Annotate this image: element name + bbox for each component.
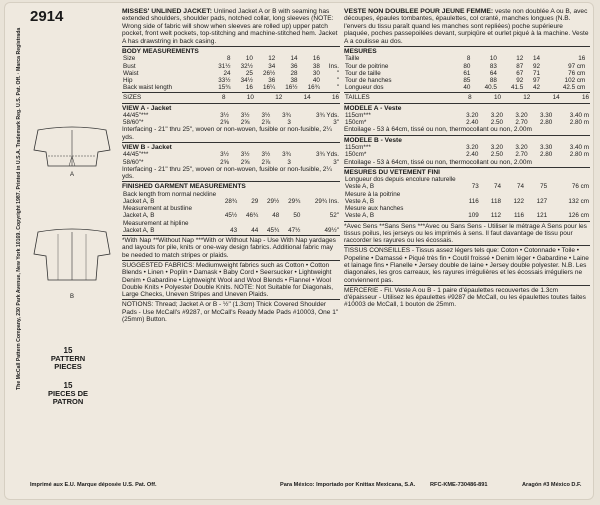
table-row (344, 183, 590, 190)
sizes-row-en (122, 94, 340, 101)
row-value: 73 (471, 183, 479, 191)
row-value: 2.40 (466, 119, 479, 127)
notions-en: NOTIONS: Thread; Jacket A or B - ½" (1.3cm) Thick Covered Shoulder Pads - Use McCall's #9287, or McCall's Ready Made Pads #10003, One 1" (25mm) Button. (122, 301, 339, 324)
row-value: 127 (536, 197, 548, 205)
row-value: 2.80 m (569, 119, 589, 127)
table-row (344, 144, 590, 151)
row-value: 29¾ Ins. (314, 198, 339, 206)
row-label: Tour de poitrine (345, 62, 389, 70)
row-label: 150cm* (345, 119, 367, 127)
row-value: 121 (536, 212, 548, 220)
row-value: 28 (290, 69, 298, 77)
description-fr-text: veste non doublée A ou B, avec découpes, épaules tombantes, épaulettes, col cranté, manches longues (N.B. l'envers du tissu paraît quand les manches sont repliées) poche supérieure plaquée, poches passepoilées devant, surpiqûre et ourlet piqué à la machine. Veste A a coulisse au dos. (344, 8, 589, 45)
row-value: 3¾ Yds. (316, 151, 339, 159)
view-a-yardage (122, 112, 340, 126)
row-label: Bust (123, 62, 136, 70)
description-fr-title: VESTE NON DOUBLEE POUR JEUNE FEMME: (344, 8, 494, 15)
row-value: 3¾ (282, 151, 291, 159)
row-value: 132 cm (568, 197, 589, 205)
tailles-row (344, 94, 590, 101)
row-value: 3.20 (515, 112, 528, 120)
table-row (344, 212, 590, 219)
row-value: 34½ (240, 77, 253, 85)
row-label: 44/45"*** (123, 112, 149, 120)
table-row (122, 159, 340, 166)
row-value (321, 55, 340, 62)
row-label: 58/60"* (123, 119, 144, 127)
row-value: 8 (468, 94, 472, 102)
row-value: 3.40 m (569, 144, 589, 152)
row-value: 40 (312, 77, 320, 85)
row-value: 29½ (267, 198, 280, 206)
row-value: 3.30 (539, 144, 553, 152)
view-b-interfacing: Interfacing - 21" thru 25", woven or non-woven, fusible or non-fusible, 2¼ yds. (122, 165, 332, 181)
row-label: Tour de taille (345, 69, 381, 77)
row-value: 3½ (261, 151, 271, 159)
row-value: 40.5 (484, 84, 497, 92)
row-value: 29¾ (288, 198, 301, 206)
mesures-header: MESURES (344, 48, 377, 56)
row-value: 2.50 (490, 151, 503, 159)
row-value: 16 (245, 84, 253, 92)
row-value: 3 (287, 119, 291, 127)
jacket-b-sketch (32, 224, 112, 284)
pieces-label-en: PATTERN PIECES (50, 354, 86, 371)
row-value: 45½ (224, 212, 238, 220)
pattern-envelope-back (4, 2, 594, 500)
table-row (122, 63, 340, 70)
row-label: Mesure aux hanches (345, 205, 404, 213)
row-value: 16 (581, 94, 589, 102)
row-value: 116 (514, 212, 525, 220)
row-label: Longueur dos (345, 84, 384, 92)
row-label: Back waist length (123, 84, 173, 92)
row-value: 16 (331, 94, 339, 102)
pattern-pieces-fr (48, 382, 88, 406)
row-value: 118 (490, 197, 501, 205)
notions-fr: MERCERIE - Fil. Veste A ou B - 1 paire d'épaulettes recouvertes de 1.3cm d'épaisseur - Utilisez les épaulettes #9287 de McCall, ou les épaulettes toutes faites #10003 de McCall, 1 bouton de 25mm. (344, 286, 586, 309)
modele-a-metrage (344, 112, 590, 126)
row-label: 44/45"*** (123, 151, 149, 159)
row-value: 16¾ (307, 84, 320, 92)
row-value: 12 (275, 94, 283, 102)
row-value: 38 (290, 77, 298, 85)
row-label: SIZES (123, 94, 142, 102)
description-en-title: MISSES' UNLINED JACKET: (122, 8, 212, 15)
row-value: 34 (268, 62, 276, 70)
row-label: Hip (123, 77, 133, 85)
row-value: 14 (532, 55, 540, 63)
row-value: 109 (468, 212, 479, 220)
row-value: 38 (312, 62, 320, 70)
row-value: 2.70 (515, 119, 528, 127)
row-value: 36 (290, 62, 298, 70)
row-value: 3.20 (466, 144, 479, 152)
row-value: 8 (227, 55, 231, 63)
row-label: 58/60"* (123, 158, 144, 166)
row-label: Veste A, B (345, 183, 375, 191)
row-value: 32½ (240, 62, 253, 70)
table-row (344, 94, 590, 101)
row-value: 102 cm (564, 77, 586, 85)
row-value: 75 (540, 183, 548, 191)
row-value: 31½ (218, 62, 231, 70)
row-value: 3½ (220, 112, 229, 120)
mesures-table (344, 55, 590, 91)
row-value: " (336, 77, 339, 85)
footer-right: Aragón #3 México D.F. (522, 482, 582, 488)
row-label: Waist (123, 69, 139, 77)
row-value: 10 (489, 55, 497, 63)
row-value: 64 (489, 69, 497, 77)
row-value: 3.20 (490, 144, 503, 152)
description-fr (344, 8, 590, 45)
row-value: 29 (251, 198, 259, 206)
pattern-pieces-en (48, 347, 88, 371)
row-label: Longueur dos depuis encolure naturelle (345, 176, 456, 184)
view-b-yardage (122, 151, 340, 165)
row-value (586, 55, 590, 62)
row-value: 15¾ (218, 84, 231, 92)
row-value: 41.5 (511, 84, 524, 92)
row-label: Size (123, 55, 136, 63)
row-value: 3" (333, 119, 339, 127)
modele-b-entoilage: Entoilage - 53 à 64cm, tissé ou non, thermocollant ou non, 2.00m (344, 158, 532, 166)
row-value: 3¾ Yds. (316, 112, 339, 120)
row-label: Measurement at hipline (123, 219, 189, 227)
table-row (344, 55, 590, 62)
finished-title: FINISHED GARMENT MEASUREMENTS (122, 183, 246, 191)
view-b-title: VIEW B - Jacket (122, 144, 172, 152)
row-value: 97 cm (568, 62, 586, 70)
row-value: 8 (466, 55, 471, 63)
row-label: Mesure à la poitrine (345, 190, 401, 198)
row-value: 45¾ (267, 226, 280, 234)
row-value: 92 (532, 62, 540, 70)
row-value: 3½ (261, 112, 271, 120)
row-value: 2⅝ (220, 119, 229, 127)
french-column (344, 8, 590, 309)
row-value: 52" (329, 212, 339, 220)
row-value: 24 (223, 69, 231, 77)
row-value: 2.80 m (569, 151, 589, 159)
view-a-title: VIEW A - Jacket (122, 104, 172, 112)
table-row (122, 55, 340, 62)
fini-table (344, 176, 590, 219)
row-value: 3.40 m (569, 112, 589, 120)
row-value: 3.30 (539, 112, 553, 120)
table-row (344, 112, 590, 119)
row-label: Tour de hanches (345, 77, 392, 85)
row-value: 3" (333, 158, 339, 166)
row-label: 115cm*** (345, 112, 371, 120)
modele-a-entoilage: Entoilage - 53 à 64cm, tissé ou non, thermocollant ou non, 2.00m (344, 126, 532, 134)
row-value: 33½ (218, 77, 231, 85)
row-value: 3½ (220, 151, 229, 159)
table-row (122, 191, 340, 198)
row-value: 2.40 (466, 151, 479, 159)
row-value: 16½ (285, 84, 298, 92)
row-value: 76 cm (571, 183, 589, 191)
row-value: 49½" (324, 226, 339, 234)
table-row (122, 198, 340, 205)
footer-left: Imprimé aux E.U. Marque déposée U.S. Pat. Off. (30, 482, 157, 488)
row-value: 25 (245, 69, 253, 77)
table-row (344, 84, 590, 91)
description-en (122, 8, 340, 45)
nap-note-en: *With Nap **Without Nap ***With or Without Nap - Use With Nap yardages and layouts for pile, knits or one-way design fabrics. Additional fabric may be needed to match stripes or plaids. (122, 237, 336, 259)
row-value: 44 (251, 226, 259, 234)
row-value: 43 (230, 226, 238, 234)
table-row (344, 191, 590, 198)
body-measurements-table (122, 55, 340, 91)
row-value: 2⅝ (220, 158, 229, 166)
row-value: 2⅝ (240, 119, 250, 127)
table-row (122, 119, 340, 126)
view-a-label: A (70, 172, 75, 178)
row-value: 16¼ (262, 84, 276, 92)
publisher-info: The McCall Pattern Company, 230 Park Avenue, New York 10169. Copyright 1987. Printed in U.S.A. Trademark Reg. U.S. Pat. Off. · Marca Registrada (16, 27, 22, 390)
row-value: 122 (513, 197, 525, 205)
row-label: Taille (345, 55, 360, 63)
row-value: 3 (287, 158, 291, 166)
row-value: 3.20 (466, 112, 479, 120)
row-label: Back length from normal neckline (123, 190, 217, 198)
fini-title: MESURES DU VETEMENT FINI (344, 168, 440, 176)
table-row (122, 212, 340, 219)
jacket-a-sketch (32, 122, 112, 170)
row-value: 14 (552, 94, 560, 102)
row-value: 3¾ (282, 112, 291, 120)
modele-a-title: MODELE A - Veste (344, 104, 402, 112)
table-row (122, 94, 340, 101)
row-value: 16 (312, 55, 320, 63)
table-row (344, 198, 590, 205)
view-b-label: B (70, 294, 75, 300)
row-value: 88 (489, 77, 497, 85)
row-value: 67 (516, 69, 524, 77)
row-value: 2⅞ (261, 158, 271, 166)
left-panel (30, 8, 118, 25)
modele-b-title: MODELE B - Veste (344, 136, 402, 144)
table-row (122, 220, 340, 227)
table-row (344, 205, 590, 212)
row-value: 74 (517, 183, 525, 191)
row-value: 2.70 (515, 151, 528, 159)
row-value: 3.20 (490, 112, 503, 120)
pieces-count-fr: 15 (63, 381, 73, 390)
table-row (344, 119, 590, 126)
row-value: 40 (463, 84, 471, 92)
pieces-label-fr: PIECES DE PATRON (48, 389, 89, 406)
row-value: 50 (293, 212, 301, 220)
row-label: TAILLES (345, 94, 370, 102)
row-value: 126 cm (568, 212, 589, 220)
table-row (122, 151, 340, 158)
row-value: 8 (222, 94, 226, 102)
row-value: " (336, 84, 339, 92)
row-value: 16 (578, 55, 586, 63)
footer-code: RFC-KME-730486-891 (430, 482, 488, 488)
row-label: Veste A, B (345, 212, 375, 220)
row-value: 80 (463, 62, 471, 70)
table-row (344, 151, 590, 158)
table-row (122, 77, 340, 84)
row-value: 76 cm (568, 69, 586, 77)
row-value: 2.80 (539, 151, 553, 159)
row-value: 42.5 cm (562, 84, 586, 92)
sidebar (4, 2, 26, 500)
row-value: Ins. (328, 62, 339, 70)
footer-mid: Para México: Importado por Knittax Mexicana, S.A. (280, 482, 416, 488)
row-value: 12 (516, 55, 524, 63)
pieces-count: 15 (63, 346, 73, 355)
row-value: 14 (290, 55, 298, 63)
modele-b-metrage (344, 144, 590, 158)
row-value: 61 (463, 69, 471, 77)
description-en-text: Unlined Jacket A or B with seaming has extended shoulders, shoulder pads, notched collar, long sleeves (NOTE: Wrong side of fabric will show when sleeves are rolled up) upper patch pocket, front welt pockets, top-stitching and machine-stitched hem. Jacket A has drawstring in back casing. (122, 8, 338, 45)
table-row (122, 227, 340, 234)
row-label: Veste A, B (345, 197, 375, 205)
view-a-interfacing: Interfacing - 21" thru 25", woven or non-woven, fusible or non-fusible, 2¼ yds. (122, 126, 332, 141)
row-value: 2⅞ (261, 119, 271, 127)
row-value: 10 (493, 94, 501, 102)
row-value: 14 (303, 94, 311, 102)
pattern-number: 2914 (30, 8, 64, 25)
row-value: 28¾ (224, 198, 238, 206)
table-row (344, 77, 590, 84)
table-row (122, 70, 340, 77)
row-value: 12 (523, 94, 531, 102)
row-value: 46¾ (245, 212, 259, 220)
row-value: 10 (246, 94, 254, 102)
row-value: 97 (532, 77, 540, 85)
row-value: 92 (516, 77, 524, 85)
table-row (122, 112, 340, 119)
row-label: 150cm* (345, 151, 367, 159)
fabrics-en: SUGGESTED FABRICS: Mediumweight fabrics such as Cotton • Cotton Blends • Linen • Poplin • Damask • Baby Cord • Seersucker • Lightweight Denim • Gabardine • Lightweight Wool and Wool Blends • Flannel • Wool Double Knits • Polyester Double Knits. NOTE: Not Suitable for Diagonals, Large Checks, Uneven Stripes and Uneven Plaids. (122, 261, 334, 299)
row-value: 12 (268, 55, 276, 63)
row-value: " (336, 69, 339, 77)
finished-measurements-table (122, 191, 340, 234)
table-row (344, 70, 590, 77)
row-value: 48 (272, 212, 280, 220)
table-row (122, 84, 340, 91)
row-label: 115cm*** (345, 144, 371, 152)
row-value: 3½ (240, 151, 250, 159)
row-value: 74 (493, 183, 501, 191)
row-value: 36 (268, 77, 276, 85)
row-value: 3.20 (515, 144, 528, 152)
row-value: 87 (516, 62, 524, 70)
fabrics-fr: TISSUS CONSEILLES - Tissus assez légers tels que: Coton • Cotonnade • Toile • Popeline • Damassé • Piqué très fin • Coutil froissé • Denim léger • Gabardine • Laine et lainage fins • Flanelle • Jersey double de laine • Jersey double polyester. N.B. Les diagonales, les gros carreaux, les rayures irrégulières et les écossais irréguliers ne conviennent pas. (344, 247, 589, 284)
row-label: Jacket A, B (123, 226, 155, 234)
row-value: 2.50 (490, 119, 503, 127)
row-value: 42 (532, 84, 540, 92)
table-row (344, 63, 590, 70)
row-value: 116 (468, 197, 479, 205)
english-column (122, 8, 340, 323)
row-value: 71 (532, 69, 540, 77)
row-label: Jacket A, B (123, 212, 155, 220)
row-value: 30 (312, 69, 320, 77)
row-value: 2.80 (539, 119, 553, 127)
row-value: 26½ (262, 69, 276, 77)
nap-note-fr: *Avec Sens **Sans Sens ***Avec ou Sans Sens - Utiliser le métrage A Sens pour les tissus poilus, les jerseys ou les imprimés à sens. Il faut davantage de tissu pour raccorder les rayures ou les écossais. (344, 222, 587, 245)
table-row (344, 176, 590, 183)
row-value: 83 (489, 62, 497, 70)
body-measurements-header: BODY MEASUREMENTS (122, 48, 199, 56)
row-label: Measurement at bustline (123, 205, 192, 213)
row-label: Jacket A, B (123, 198, 155, 206)
row-value: 2⅝ (240, 158, 250, 166)
row-value: 10 (245, 55, 253, 63)
row-value: 85 (463, 77, 471, 85)
row-value: 112 (490, 212, 501, 220)
row-value: 47½ (288, 226, 301, 234)
row-value: 3½ (240, 112, 250, 120)
